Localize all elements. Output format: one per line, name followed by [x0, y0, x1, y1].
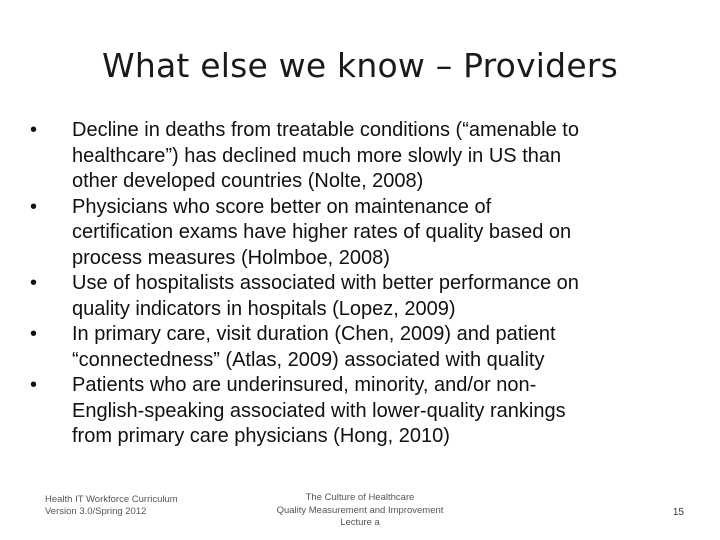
bullet-marker: •: [30, 195, 38, 218]
bullet-text-line: quality indicators in hospitals (Lopez, 2009): [72, 297, 456, 320]
bullet-item: [30, 373, 690, 450]
bullet-text-line: Physicians who score better on maintenance of: [72, 195, 492, 218]
bullet-text-line: process measures (Holmboe, 2008): [72, 246, 390, 269]
slide-title: What else we know – Providers: [102, 46, 618, 85]
bullet-text-line: healthcare”) has declined much more slowly in US than: [72, 144, 562, 167]
footer-course-title: The Culture of Healthcare: [305, 492, 415, 503]
page-number: 15: [672, 507, 684, 518]
footer-unit-title: Quality Measurement and Improvement: [276, 504, 444, 516]
footer-course-info: [250, 492, 470, 530]
bullet-text-line: from primary care physicians (Hong, 2010): [72, 425, 450, 447]
bullet-text-line: other developed countries (Nolte, 2008): [72, 170, 424, 192]
footer-curriculum-info: [45, 494, 178, 518]
bullet-list: [30, 118, 690, 450]
footer-version: Version 3.0/Spring 2012: [45, 506, 147, 517]
bullet-marker: •: [30, 119, 38, 141]
bullet-item: [30, 271, 690, 322]
bullet-text-line: Decline in deaths from treatable conditions (“amenable to: [72, 119, 579, 141]
bullet-marker: •: [30, 272, 38, 294]
footer-lecture: Lecture a: [340, 517, 380, 528]
bullet-text-line: certification exams have higher rates of quality based on: [72, 221, 572, 243]
bullet-item: [30, 322, 690, 373]
footer-curriculum-name: Health IT Workforce Curriculum: [45, 494, 178, 505]
bullet-text-line: Use of hospitalists associated with better performance on: [72, 272, 579, 294]
bullet-text-line: English-speaking associated with lower-quality rankings: [72, 399, 566, 422]
bullet-item: [30, 118, 690, 195]
bullet-text-line: Patients who are underinsured, minority, and/or non-: [72, 374, 537, 396]
bullet-marker: •: [30, 323, 38, 345]
bullet-text-line: “connectedness” (Atlas, 2009) associated with quality: [72, 348, 545, 371]
bullet-item: [30, 195, 690, 272]
bullet-marker: •: [30, 374, 38, 396]
bullet-text-line: In primary care, visit duration (Chen, 2009) and patient: [72, 323, 556, 345]
